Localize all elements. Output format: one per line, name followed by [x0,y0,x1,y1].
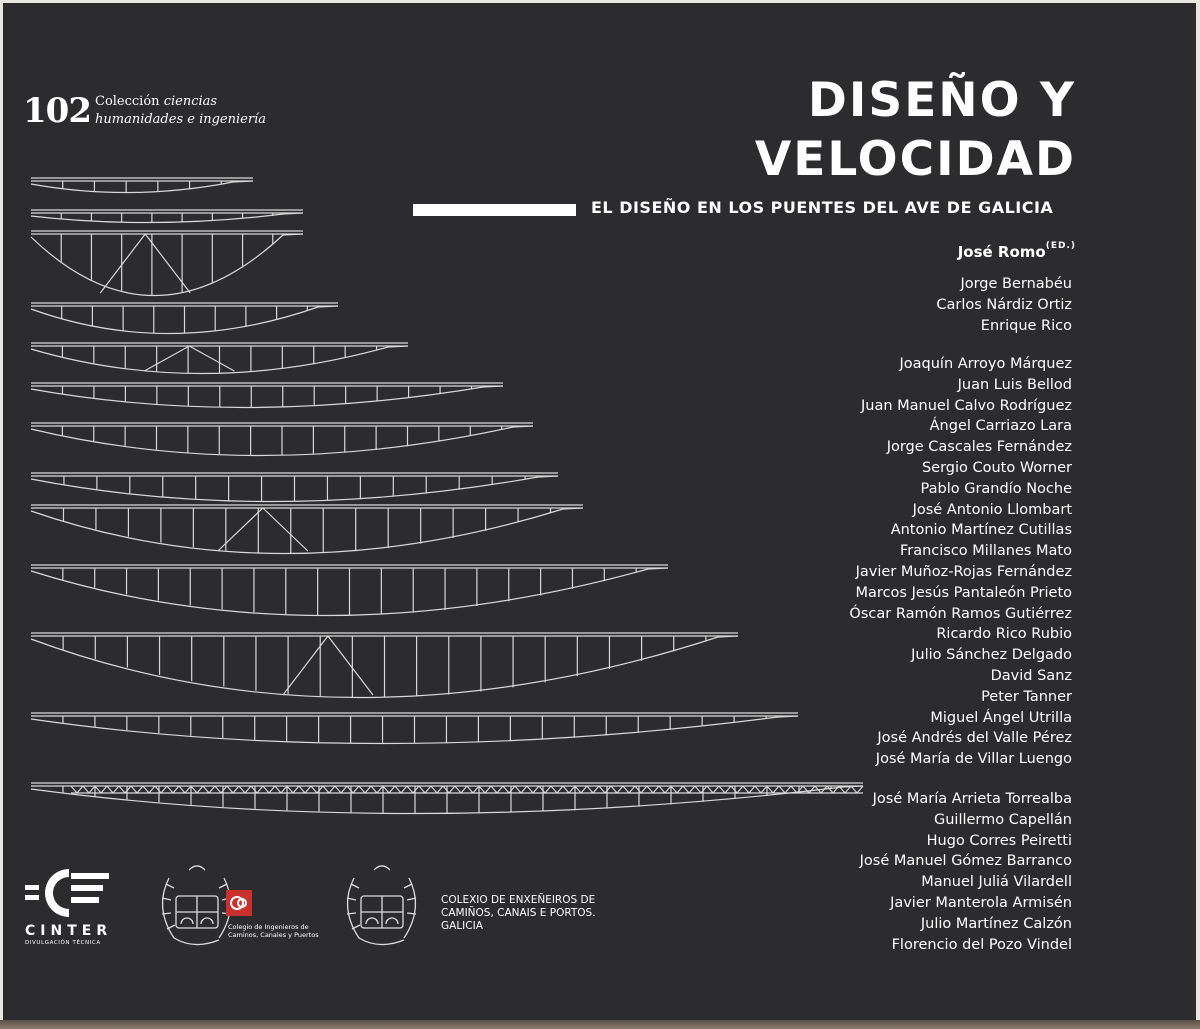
bridge-elevation [31,178,253,193]
author-name: José María de Villar Luengo [875,751,1072,768]
book-cover [3,3,1196,1022]
author-name: Francisco Millanes Mato [899,543,1072,560]
author-name: Julio Sánchez Delgado [911,647,1072,664]
bridge-elevation [31,423,533,456]
bridge-elevation [31,343,408,374]
author-name: Sergio Couto Worner [921,459,1072,476]
bridge-elevation [31,783,863,814]
author-name: Enrique Rico [980,317,1072,334]
author-name: Peter Tanner [981,688,1072,705]
author-name: Joaquín Arroyo Márquez [899,356,1072,372]
series-label: Colección ciencias humanidades e ingeniería [95,94,266,127]
cinter-tagline: DIVULGACIÓN TÉCNICA [25,940,101,946]
bridge-elevation [31,473,558,502]
cinter-logo-icon [21,865,116,923]
author-name: José Manuel Gómez Barranco [859,853,1072,870]
author-name: Carlos Nárdiz Ortiz [936,296,1072,313]
author-name: Manuel Juliá Vilardell [921,874,1072,891]
author-name: David Sanz [990,667,1072,684]
author-name: José Antonio Llombart [912,501,1072,518]
author-name: Antonio Martínez Cutillas [890,522,1072,539]
colexio-seal-icon [334,858,429,953]
bridge-elevation [31,505,583,554]
author-name: Juan Manuel Calvo Rodríguez [860,397,1072,414]
author-name: Juan Luis Bellod [957,376,1072,393]
book-title: DISEÑO Y VELOCIDAD [754,73,1076,187]
author-name: Julio Martínez Calzón [920,915,1072,932]
bridge-elevation [31,303,338,334]
bridge-elevation [31,383,503,408]
author-name: Jorge Cascales Fernández [886,439,1072,456]
author-name: Ángel Carriazo Lara [929,418,1072,435]
author-name: Javier Muñoz-Rojas Fernández [855,563,1072,580]
author-name: Javier Manterola Armisén [890,894,1072,911]
editor-name: José Romo$^{(ED.)}$ [957,241,1076,261]
author-name: Miguel Ángel Utrilla [930,709,1072,726]
colexio-name: COLEXIO DE ENXEÑEIROS DE CAMIÑOS, CANAIS E PORTOS. GALICIA [441,894,596,932]
author-name: Jorge Bernabéu [960,276,1072,292]
author-name: José Andrés del Valle Pérez [877,730,1072,747]
colegio-name: Colegio de Ingenieros de Caminos, Canales y Puertos [228,923,319,939]
author-name: Guillermo Capellán [933,811,1072,828]
author-name: José María Arrieta Torrealba [872,791,1072,807]
book-subtitle: EL DISEÑO EN LOS PUENTES DEL AVE DE GALICIA [591,198,1054,217]
author-name: Hugo Corres Peiretti [926,832,1072,849]
book-bottom-edge [0,1020,1200,1029]
bridge-elevation [31,633,738,698]
colegio-logo-icon [226,890,252,916]
bridge-elevation [31,231,303,296]
author-name: Marcos Jesús Pantaleón Prieto [855,584,1072,601]
author-name: Florencio del Pozo Vindel [891,936,1072,953]
author-name: Pablo Grandío Noche [920,480,1072,497]
cinter-name: CINTER [25,923,113,939]
bridge-elevation [31,210,303,223]
author-name: Óscar Ramón Ramos Gutiérrez [849,605,1072,622]
author-name: Ricardo Rico Rubio [936,626,1072,643]
bridge-elevation [31,713,798,744]
series-number: 102 [23,91,91,131]
bridge-elevation [31,565,668,616]
